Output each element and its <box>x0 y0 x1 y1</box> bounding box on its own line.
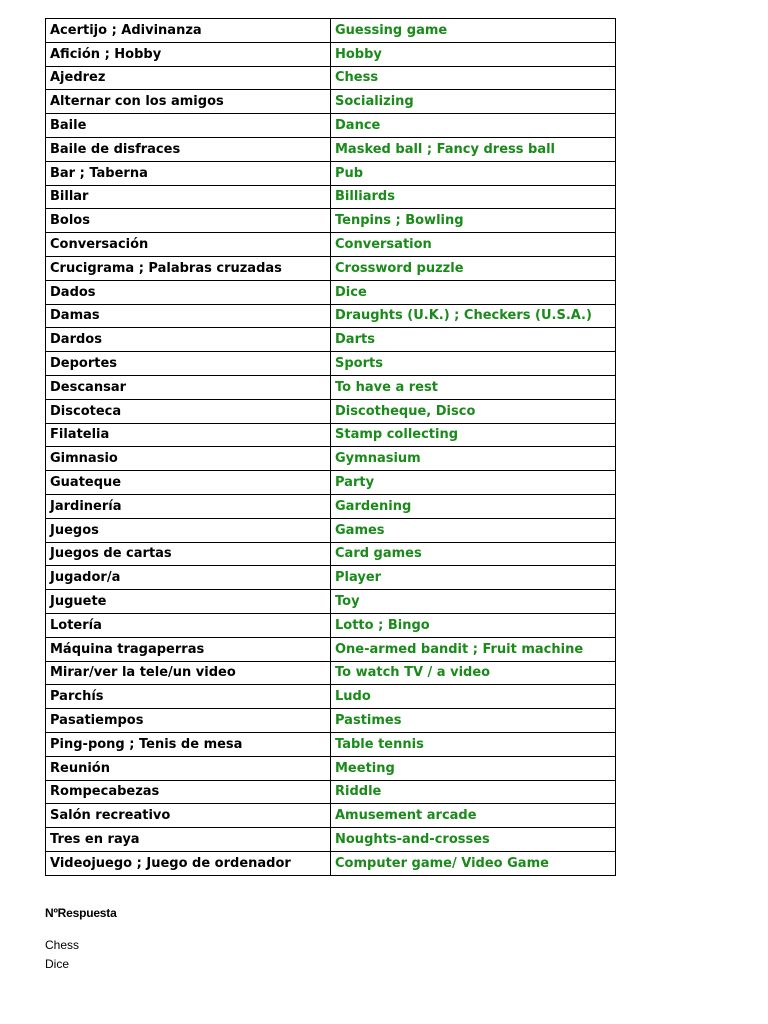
answer-item: Chess <box>45 938 80 952</box>
answer-list <box>45 936 117 974</box>
table-row <box>46 828 616 852</box>
english-term-cell: Gardening <box>331 494 616 518</box>
table-row <box>46 732 616 756</box>
table-row <box>46 851 616 875</box>
table-row <box>46 447 616 471</box>
spanish-term-cell: Tres en raya <box>46 828 331 852</box>
spanish-term-cell: Parchís <box>46 685 331 709</box>
table-row <box>46 613 616 637</box>
spanish-term-cell: Mirar/ver la tele/un video <box>46 661 331 685</box>
table-row <box>46 19 616 43</box>
table-row <box>46 42 616 66</box>
english-term-cell: Player <box>331 566 616 590</box>
spanish-term-cell: Rompecabezas <box>46 780 331 804</box>
spanish-term-cell: Billar <box>46 185 331 209</box>
english-term-cell: To watch TV / a video <box>331 661 616 685</box>
table-row <box>46 471 616 495</box>
spanish-term-cell: Afición ; Hobby <box>46 42 331 66</box>
table-row <box>46 66 616 90</box>
spanish-term-cell: Acertijo ; Adivinanza <box>46 19 331 43</box>
english-term-cell: To have a rest <box>331 375 616 399</box>
table-row <box>46 90 616 114</box>
table-row <box>46 637 616 661</box>
english-term-cell: Draughts (U.K.) ; Checkers (U.S.A.) <box>331 304 616 328</box>
answer-item: Dice <box>45 957 70 971</box>
spanish-term-cell: Baile de disfraces <box>46 137 331 161</box>
spanish-term-cell: Baile <box>46 114 331 138</box>
spanish-term-cell: Ping-pong ; Tenis de mesa <box>46 732 331 756</box>
english-term-cell: Pub <box>331 161 616 185</box>
english-term-cell: Conversation <box>331 233 616 257</box>
spanish-term-cell: Máquina tragaperras <box>46 637 331 661</box>
english-term-cell: Noughts-and-crosses <box>331 828 616 852</box>
vocabulary-table-body <box>46 19 616 876</box>
table-row <box>46 328 616 352</box>
table-row <box>46 209 616 233</box>
spanish-term-cell: Lotería <box>46 613 331 637</box>
english-term-cell: Crossword puzzle <box>331 256 616 280</box>
spanish-term-cell: Alternar con los amigos <box>46 90 331 114</box>
table-row <box>46 114 616 138</box>
english-term-cell: Party <box>331 471 616 495</box>
table-row <box>46 780 616 804</box>
english-term-cell: Hobby <box>331 42 616 66</box>
spanish-term-cell: Salón recreativo <box>46 804 331 828</box>
spanish-term-cell: Reunión <box>46 756 331 780</box>
table-row <box>46 756 616 780</box>
english-term-cell: Games <box>331 518 616 542</box>
table-row <box>46 352 616 376</box>
english-term-cell: Meeting <box>331 756 616 780</box>
spanish-term-cell: Pasatiempos <box>46 709 331 733</box>
spanish-term-cell: Deportes <box>46 352 331 376</box>
english-term-cell: Lotto ; Bingo <box>331 613 616 637</box>
table-row <box>46 256 616 280</box>
table-row <box>46 590 616 614</box>
english-term-cell: Masked ball ; Fancy dress ball <box>331 137 616 161</box>
table-row <box>46 375 616 399</box>
spanish-term-cell: Jugador/a <box>46 566 331 590</box>
table-row <box>46 137 616 161</box>
answer-section <box>45 906 117 974</box>
spanish-term-cell: Descansar <box>46 375 331 399</box>
table-row <box>46 518 616 542</box>
spanish-term-cell: Juguete <box>46 590 331 614</box>
spanish-term-cell: Guateque <box>46 471 331 495</box>
spanish-term-cell: Dardos <box>46 328 331 352</box>
english-term-cell: Dance <box>331 114 616 138</box>
spanish-term-cell: Juegos de cartas <box>46 542 331 566</box>
table-row <box>46 542 616 566</box>
english-term-cell: Pastimes <box>331 709 616 733</box>
table-row <box>46 709 616 733</box>
spanish-term-cell: Bolos <box>46 209 331 233</box>
table-row <box>46 280 616 304</box>
spanish-term-cell: Crucigrama ; Palabras cruzadas <box>46 256 331 280</box>
spanish-term-cell: Damas <box>46 304 331 328</box>
table-row <box>46 661 616 685</box>
table-row <box>46 304 616 328</box>
table-row <box>46 494 616 518</box>
english-term-cell: Computer game/ Video Game <box>331 851 616 875</box>
english-term-cell: Darts <box>331 328 616 352</box>
english-term-cell: Gymnasium <box>331 447 616 471</box>
table-row <box>46 233 616 257</box>
spanish-term-cell: Jardinería <box>46 494 331 518</box>
spanish-term-cell: Discoteca <box>46 399 331 423</box>
english-term-cell: Socializing <box>331 90 616 114</box>
english-term-cell: Tenpins ; Bowling <box>331 209 616 233</box>
english-term-cell: Amusement arcade <box>331 804 616 828</box>
vocabulary-table <box>45 18 616 876</box>
english-term-cell: Ludo <box>331 685 616 709</box>
english-term-cell: Stamp collecting <box>331 423 616 447</box>
table-row <box>46 423 616 447</box>
spanish-term-cell: Ajedrez <box>46 66 331 90</box>
table-row <box>46 185 616 209</box>
spanish-term-cell: Bar ; Taberna <box>46 161 331 185</box>
spanish-term-cell: Conversación <box>46 233 331 257</box>
english-term-cell: Table tennis <box>331 732 616 756</box>
spanish-term-cell: Gimnasio <box>46 447 331 471</box>
spanish-term-cell: Dados <box>46 280 331 304</box>
english-term-cell: Chess <box>331 66 616 90</box>
english-term-cell: Riddle <box>331 780 616 804</box>
table-row <box>46 399 616 423</box>
english-term-cell: Dice <box>331 280 616 304</box>
english-term-cell: Sports <box>331 352 616 376</box>
english-term-cell: Card games <box>331 542 616 566</box>
table-row <box>46 804 616 828</box>
table-row <box>46 685 616 709</box>
english-term-cell: Guessing game <box>331 19 616 43</box>
spanish-term-cell: Filatelia <box>46 423 331 447</box>
answer-heading: NºRespuesta <box>45 906 117 920</box>
spanish-term-cell: Juegos <box>46 518 331 542</box>
english-term-cell: Toy <box>331 590 616 614</box>
table-row <box>46 161 616 185</box>
english-term-cell: Discotheque, Disco <box>331 399 616 423</box>
english-term-cell: One-armed bandit ; Fruit machine <box>331 637 616 661</box>
english-term-cell: Billiards <box>331 185 616 209</box>
spanish-term-cell: Videojuego ; Juego de ordenador <box>46 851 331 875</box>
table-row <box>46 566 616 590</box>
